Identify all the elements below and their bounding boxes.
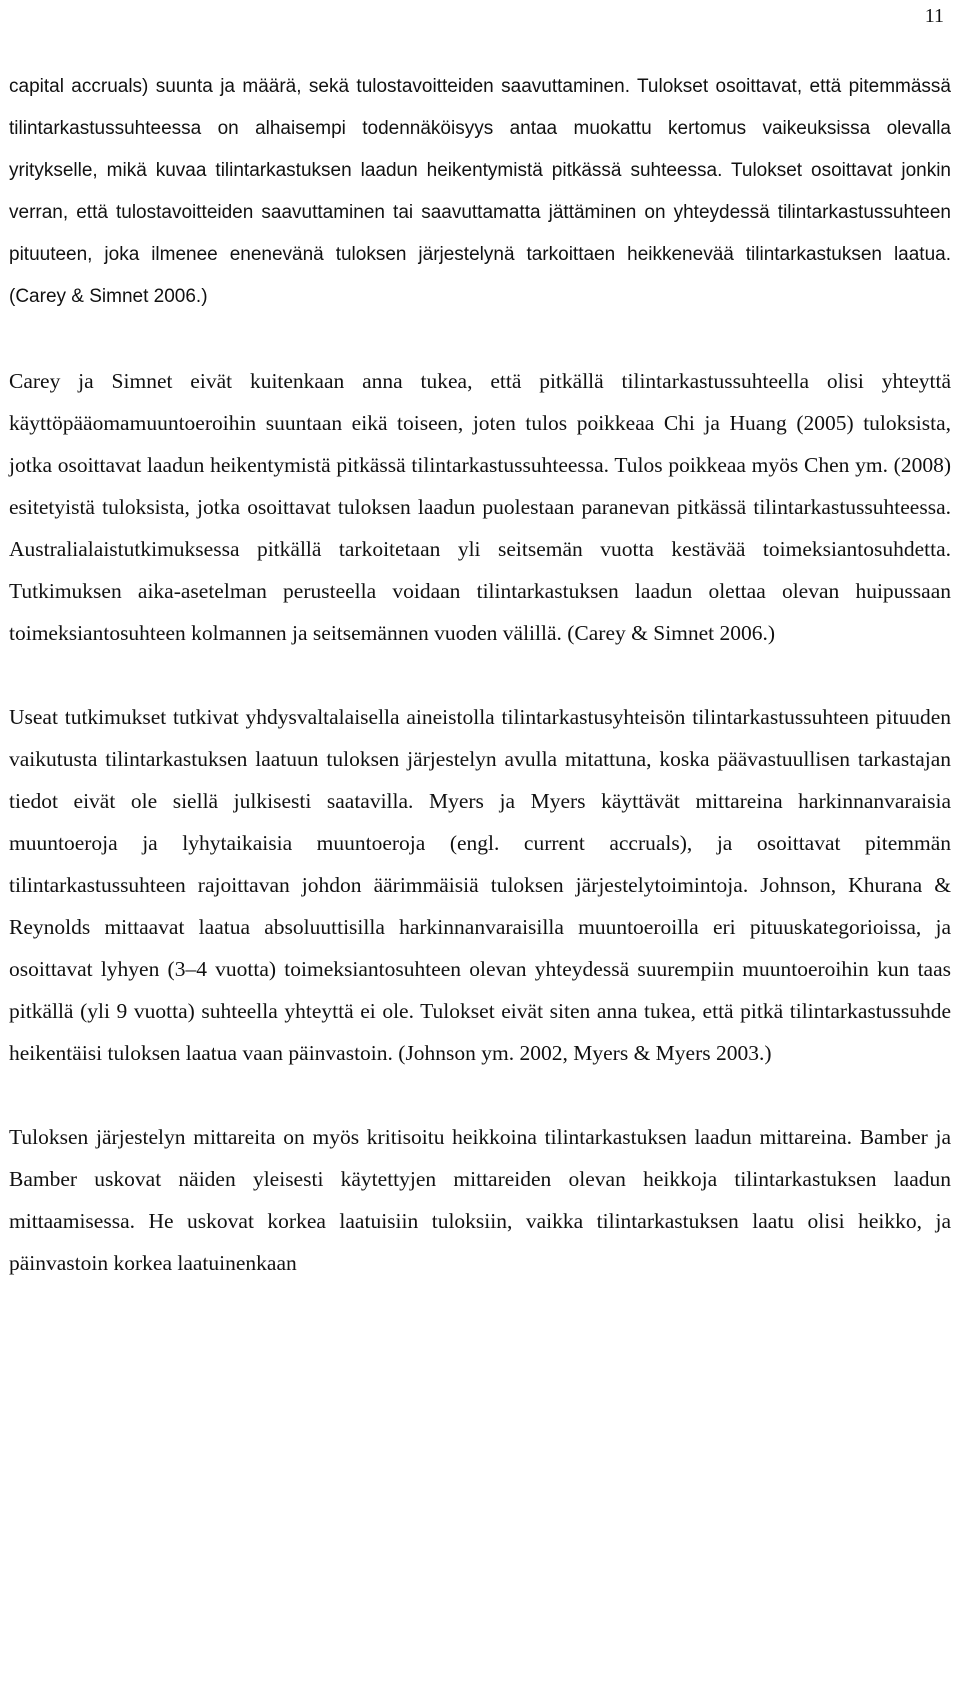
paragraph-gap xyxy=(9,654,951,696)
paragraph-gap xyxy=(9,1074,951,1116)
body-text xyxy=(9,66,951,1284)
paragraph-4: Tuloksen järjestelyn mittareita on myös kritisoitu heikkoina tilintarkastuksen laadun mittareina. Bamber ja Bamber uskovat näiden yleisesti käytettyjen mittareiden olevan heikkoja tilintarkastuksen laadun mittaamisessa. He uskovat korkea laatuisiin tuloksiin, vaikka tilintarkastuksen laatu olisi heikko, ja päinvastoin korkea laatuinenkaan xyxy=(9,1125,951,1275)
paragraph-1: capital accruals) suunta ja määrä, sekä tulostavoitteiden saavuttaminen. Tulokset osoittavat, että pitemmässä tilintarkastussuhteessa on alhaisempi todennäköisyys antaa muokattu kertomus vaikeuksissa olevalla yritykselle, mikä kuvaa tilintarkastuksen laadun heikentymistä pitkässä suhteessa. Tulokset osoittavat jonkin verran, että tulostavoitteiden saavuttaminen tai saavuttamatta jättäminen on yhteydessä tilintarkastussuhteen pituuteen, joka ilmenee enenevänä tuloksen järjestelynä tarkoittaen heikkenevää tilintarkastuksen laatua. (Carey & Simnet 2006.) xyxy=(9,76,951,307)
paragraph-3: Useat tutkimukset tutkivat yhdysvaltalaisella aineistolla tilintarkastusyhteisön tilintarkastussuhteen pituuden vaikutusta tilintarkastuksen laatuun tuloksen järjestelyn avulla mitattuna, koska päävastuullisen tarkastajan tiedot eivät ole siellä julkisesti saatavilla. Myers ja Myers käyttävät mittareina harkinnanvaraisia muuntoeroja ja lyhytaikaisia muuntoeroja (engl. current accruals), ja osoittavat pitemmän tilintarkastussuhteen rajoittavan johdon äärimmäisiä tuloksen järjestelytoimintoja. Johnson, Khurana & Reynolds mittaavat laatua absoluuttisilla harkinnanvaraisilla muuntoeroilla eri pituuskategorioissa, ja osoittavat lyhyen (3–4 vuotta) toimeksiantosuhteen olevan yhteydessä suurempiin muuntoeroihin kun taas pitkällä (yli 9 vuotta) suhteella yhteyttä ei ole. Tulokset eivät siten anna tukea, että pitkä tilintarkastussuhde heikentäisi tuloksen laatua vaan päinvastoin. (Johnson ym. 2002, Myers & Myers 2003.) xyxy=(9,705,951,1065)
paragraph-2: Carey ja Simnet eivät kuitenkaan anna tukea, että pitkällä tilintarkastussuhteella olisi yhteyttä käyttöpääomamuuntoeroihin suuntaan eikä toiseen, joten tulos poikkeaa Chi ja Huang (2005) tuloksista, jotka osoittavat laadun heikentymistä pitkässä tilintarkastussuhteessa. Tulos poikkeaa myös Chen ym. (2008) esitetyistä tuloksista, jotka osoittavat tuloksen laadun puolestaan paranevan pitkässä tilintarkastussuhteessa. Australialaistutkimuksessa pitkällä tarkoitetaan yli seitsemän vuotta kestävää toimeksiantosuhdetta. Tutkimuksen aika-asetelman perusteella voidaan tilintarkastuksen laadun olettaa olevan huipussaan toimeksiantosuhteen kolmannen ja seitsemännen vuoden välillä. (Carey & Simnet 2006.) xyxy=(9,369,951,645)
page-number: 11 xyxy=(924,5,944,27)
paragraph-gap xyxy=(9,318,951,360)
